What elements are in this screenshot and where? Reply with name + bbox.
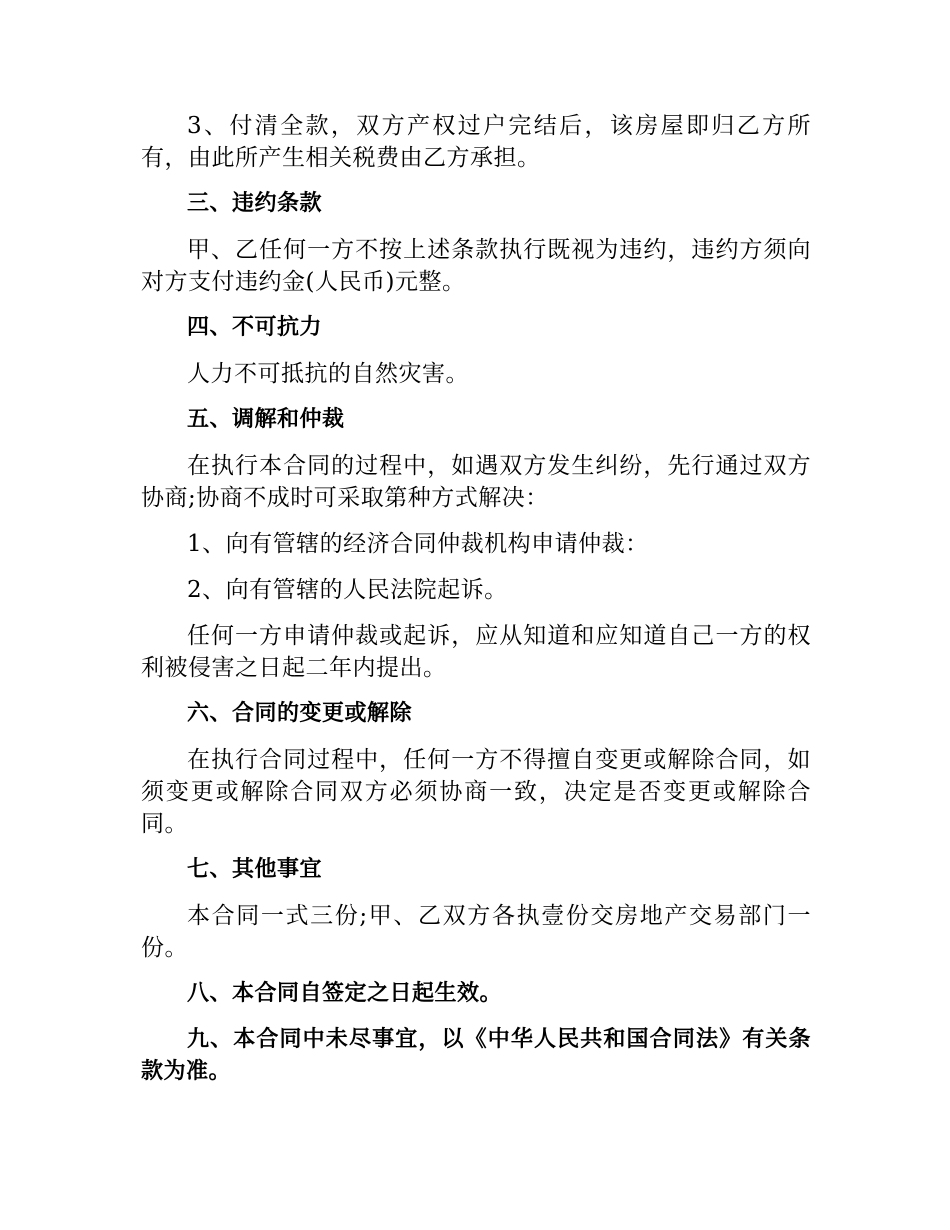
section-heading-other-matters: 七、其他事宜 xyxy=(187,857,323,882)
arbitration-intro-text: 在执行本合同的过程中，如遇双方发生纠纷，先行通过双方协商;协商不成时可采取第种方式解决： xyxy=(141,453,811,511)
arbitration-option-2: 2、向有管辖的人民法院起诉。 xyxy=(187,577,508,603)
section-heading-arbitration: 五、调解和仲裁 xyxy=(187,407,345,432)
arbitration-option-1: 1、向有管辖的经济合同仲裁机构申请仲裁： xyxy=(187,531,649,557)
section-heading-modification: 六、合同的变更或解除 xyxy=(187,701,413,726)
breach-clause-text: 甲、乙任何一方不按上述条款执行既视为违约，违约方须向对方支付违约金(人民币)元整。 xyxy=(141,237,811,295)
section-heading-force-majeure: 四、不可抗力 xyxy=(187,315,323,340)
section-heading-effective-date: 八、本合同自签定之日起生效。 xyxy=(187,981,503,1006)
section-heading-unresolved-matters: 九、本合同中未尽事宜，以《中华人民共和国合同法》有关条款为准。 xyxy=(141,1027,811,1084)
force-majeure-text: 人力不可抵抗的自然灾害。 xyxy=(187,361,469,387)
section-heading-breach: 三、违约条款 xyxy=(187,191,323,216)
document-body xyxy=(141,110,811,1102)
arbitration-time-limit-text: 任何一方申请仲裁或起诉，应从知道和应知道自己一方的权利被侵害之日起二年内提出。 xyxy=(141,623,811,681)
clause-2-3-full-payment: 3、付清全款，双方产权过户完结后，该房屋即归乙方所有，由此所产生相关税费由乙方承担。 xyxy=(141,113,811,171)
modification-text: 在执行合同过程中，任何一方不得擅自变更或解除合同，如须变更或解除合同双方必须协商一致，决定是否变更或解除合同。 xyxy=(141,747,811,837)
other-matters-text: 本合同一式三份;甲、乙双方各执壹份交房地产交易部门一份。 xyxy=(141,903,811,961)
